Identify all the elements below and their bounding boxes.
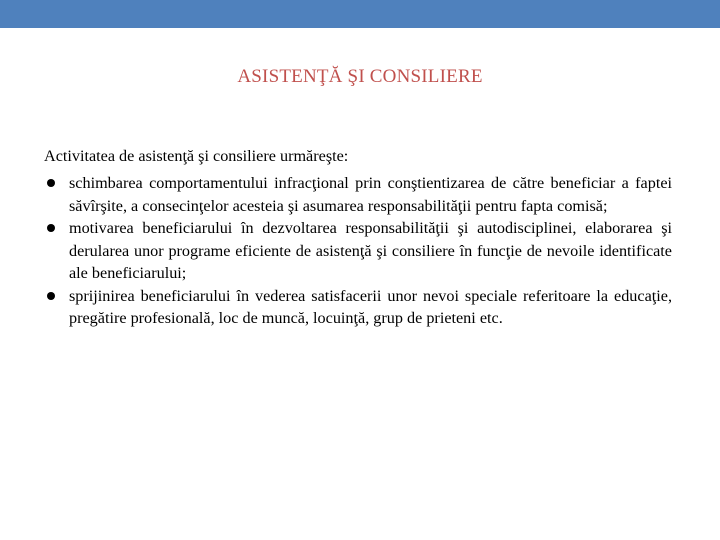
bullet-icon (47, 179, 55, 187)
bullet-list (44, 172, 672, 330)
list-item-text: motivarea beneficiarului în dezvoltarea responsabilităţii şi autodisciplinei, elaborarea şi derularea unor programe eficiente de asistenţă şi consiliere în funcţie de nevoile identificate ale beneficiarului; (69, 219, 672, 282)
header-bar (0, 0, 720, 28)
bullet-icon (47, 292, 55, 300)
bullet-icon (47, 224, 55, 232)
list-item (44, 172, 672, 217)
intro-text: Activitatea de asistenţă şi consiliere urmăreşte: (44, 147, 349, 165)
list-item (44, 217, 672, 285)
slide-title (0, 66, 720, 88)
list-item-text: schimbarea comportamentului infracţional prin conştientizarea de către beneficiar a faptei săvîrşite, a consecinţelor acesteia şi asumarea responsabilităţii pentru fapta comisă; (69, 174, 672, 215)
list-item (44, 285, 672, 330)
slide-title-text: ASISTENŢĂ ŞI CONSILIERE (237, 66, 483, 87)
list-item-text: sprijinirea beneficiarului în vederea satisfacerii unor nevoi speciale referitoare la educaţie, pregătire profesională, loc de muncă, locuinţă, grup de prieteni etc. (69, 286, 672, 327)
